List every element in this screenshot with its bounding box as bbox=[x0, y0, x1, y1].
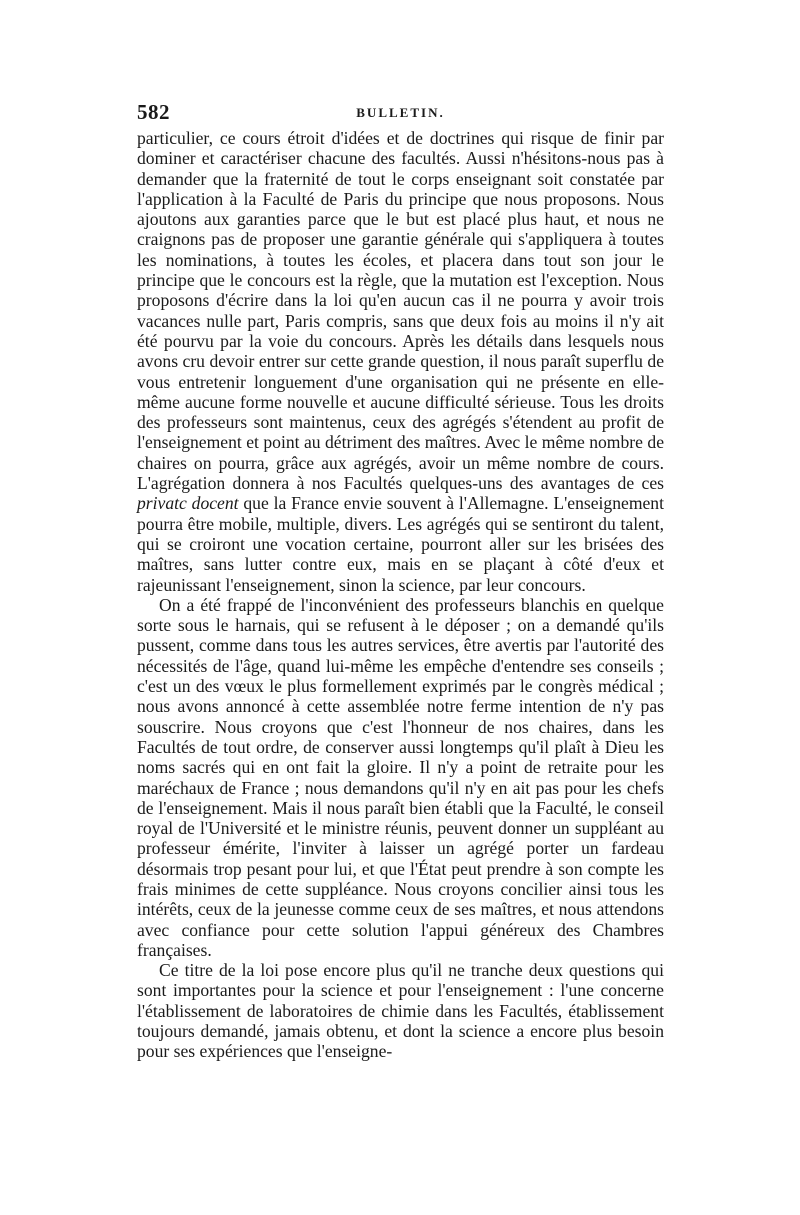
paragraph-1-text-b: que la France envie souvent à l'Allemagne. L'enseignement pourra être mobile, multiple, divers. Les agrégés qui se sentiront du talent, qui se croiront une vocation certaine, pourront aller sur les brisées des maîtres, sans lutter contre eux, mais en se plaçant à côté d'eux et rajeunissant l'enseignement, sinon la science, par leur concours. bbox=[137, 493, 664, 595]
paragraph-3: Ce titre de la loi pose encore plus qu'il ne tranche deux questions qui sont importantes pour la science et pour l'enseignement : l'une concerne l'établissement de laboratoires de chimie dans les Facultés, établissement toujours demandé, jamais obtenu, et dont la science a encore plus besoin pour ses expériences que l'enseigne- bbox=[137, 960, 664, 1062]
page-number: 582 bbox=[137, 100, 170, 124]
paragraph-2: On a été frappé de l'inconvénient des professeurs blanchis en quelque sorte sous le harnais, qui se refusent à le déposer ; on a demandé qu'ils pussent, comme dans tous les autres services, être avertis par l'autorité des nécessités de l'âge, quand lui-même les empêche d'entendre ses conseils ; c'est un des vœux le plus formellement exprimés par le congrès médical ; nous avons annoncé à cette assemblée notre ferme intention de n'y pas souscrire. Nous croyons que c'est l'honneur de nos chaires, dans les Facultés de tout ordre, de conserver aussi longtemps qu'il plaît à Dieu les noms sacrés qui en ont fait la gloire. Il n'y a point de retraite pour les maréchaux de France ; nous demandons qu'il n'y en ait pas pour les chefs de l'enseignement. Mais il nous paraît bien établi que la Faculté, le conseil royal de l'Université et le ministre réunis, peuvent donner un suppléant au professeur émérite, l'inviter à laisser un agrégé porter un fardeau désormais trop pesant pour lui, et que l'État peut prendre à son compte les frais minimes de cette suppléance. Nous croyons concilier ainsi tous les intérêts, ceux de la jeunesse comme ceux de ses maîtres, et nous attendons avec confiance pour cette solution l'appui généreux des Chambres françaises. bbox=[137, 594, 664, 960]
running-head bbox=[137, 100, 664, 126]
body-text bbox=[137, 128, 664, 1062]
paragraph-1-italic-phrase: privatc docent bbox=[137, 493, 239, 514]
running-title: BULLETIN. bbox=[356, 105, 445, 120]
paragraph-1-text-a: particulier, ce cours étroit d'idées et de doctrines qui risque de finir par dominer et caractériser chacune des facultés. Aussi n'hésitons-nous pas à demander que la fraternité de tout le corps enseignant soit constatée par l'application à la Faculté de Paris du principe que nous proposons. Nous ajoutons aux garanties parce que le but est placé plus haut, et nous ne craignons pas de proposer une garantie générale qui s'appliquera à toutes les nominations, à toutes les écoles, et placera dans tout son jour le principe que le concours est la règle, que la mutation est l'exception. Nous proposons d'écrire dans la loi qu'en aucun cas il ne pourra y avoir trois vacances nulle part, Paris compris, sans que deux fois au moins il n'y ait été pourvu par la voie du concours. Après les détails dans lesquels nous avons cru devoir entrer sur cette grande question, il nous paraît superflu de vous entretenir longuement d'une organisation qui ne présente en elle-même aucune forme nouvelle et aucune difficulté sérieuse. Tous les droits des professeurs sont maintenus, ceux des agrégés s'étendent au profit de l'enseignement et point au détriment des maîtres. Avec le même nombre de chaires on pourra, grâce aux agrégés, avoir un même nombre de cours. L'agrégation donnera à nos Facultés quelques-uns des avantages de ces bbox=[137, 128, 664, 494]
paragraph-1 bbox=[137, 128, 664, 595]
